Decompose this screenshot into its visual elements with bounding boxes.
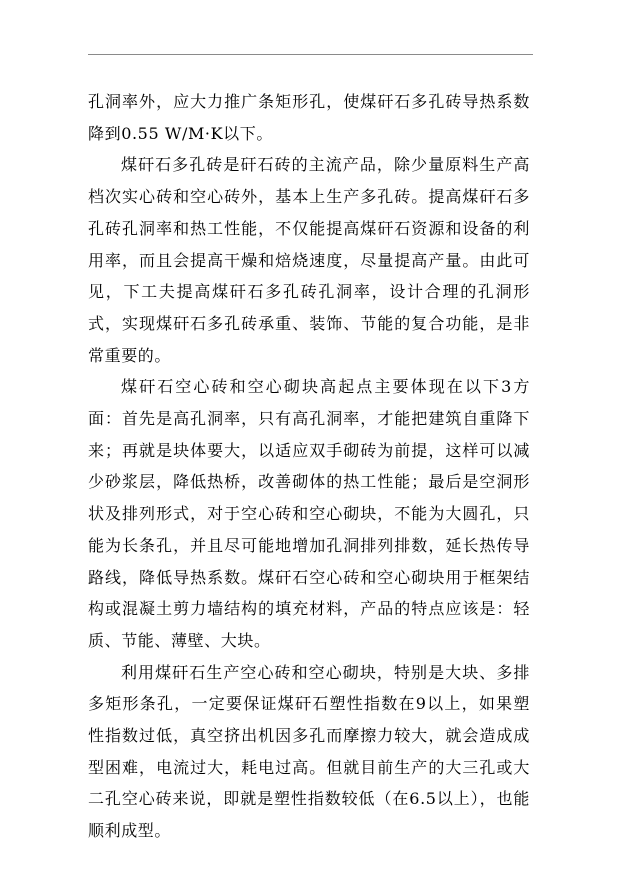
header-rule: [88, 54, 533, 55]
paragraph-porous-brick: 煤矸石多孔砖是矸石砖的主流产品，除少量原料生产高档次实心砖和空心砖外，基本上生产多孔砖。提高煤矸石多孔砖孔洞率和热工性能，不仅能提高煤矸石资源和设备的利用率，而且会提高干燥和焙烧速度，尽量提高产量。由此可见，下工夫提高煤矸石多孔砖孔洞率，设计合理的孔洞形式，实现煤矸石多孔砖承重、装饰、节能的复合功能，是非常重要的。: [88, 155, 530, 365]
paragraph-plasticity-index: 利用煤矸石生产空心砖和空心砌块，特别是大块、多排多矩形条孔，一定要保证煤矸石塑性指数在9以上，如果塑性指数过低，真空挤出机因多孔而摩擦力较大，就会造成成型困难，电流过大，耗电过高。但就目前生产的大三孔或大二孔空心砖来说，即就是塑性指数较低（在6.5以上），也能顺利成型。: [88, 662, 530, 841]
paragraph-continuation: 孔洞率外，应大力推广条矩形孔，使煤矸石多孔砖导热系数降到0.55 W/M·K以下。: [88, 92, 530, 143]
paragraph-hollow-block-requirements: 煤矸石空心砖和空心砌块高起点主要体现在以下3方面：首先是高孔洞率，只有高孔洞率，才能把建筑自重降下来；再就是块体要大，以适应双手砌砖为前提，这样可以减少砂浆层，降低热桥，改善砌体的热工性能；最后是空洞形状及排列形式，对于空心砖和空心砌块，不能为大圆孔，只能为长条孔，并且尽可能地增加孔洞排列排数，延长热传导路线，降低导热系数。煤矸石空心砖和空心砌块用于框架结构或混凝土剪力墙结构的填充材料，产品的特点应该是：轻质、节能、薄壁、大块。: [88, 377, 530, 650]
body-text: [88, 86, 530, 847]
